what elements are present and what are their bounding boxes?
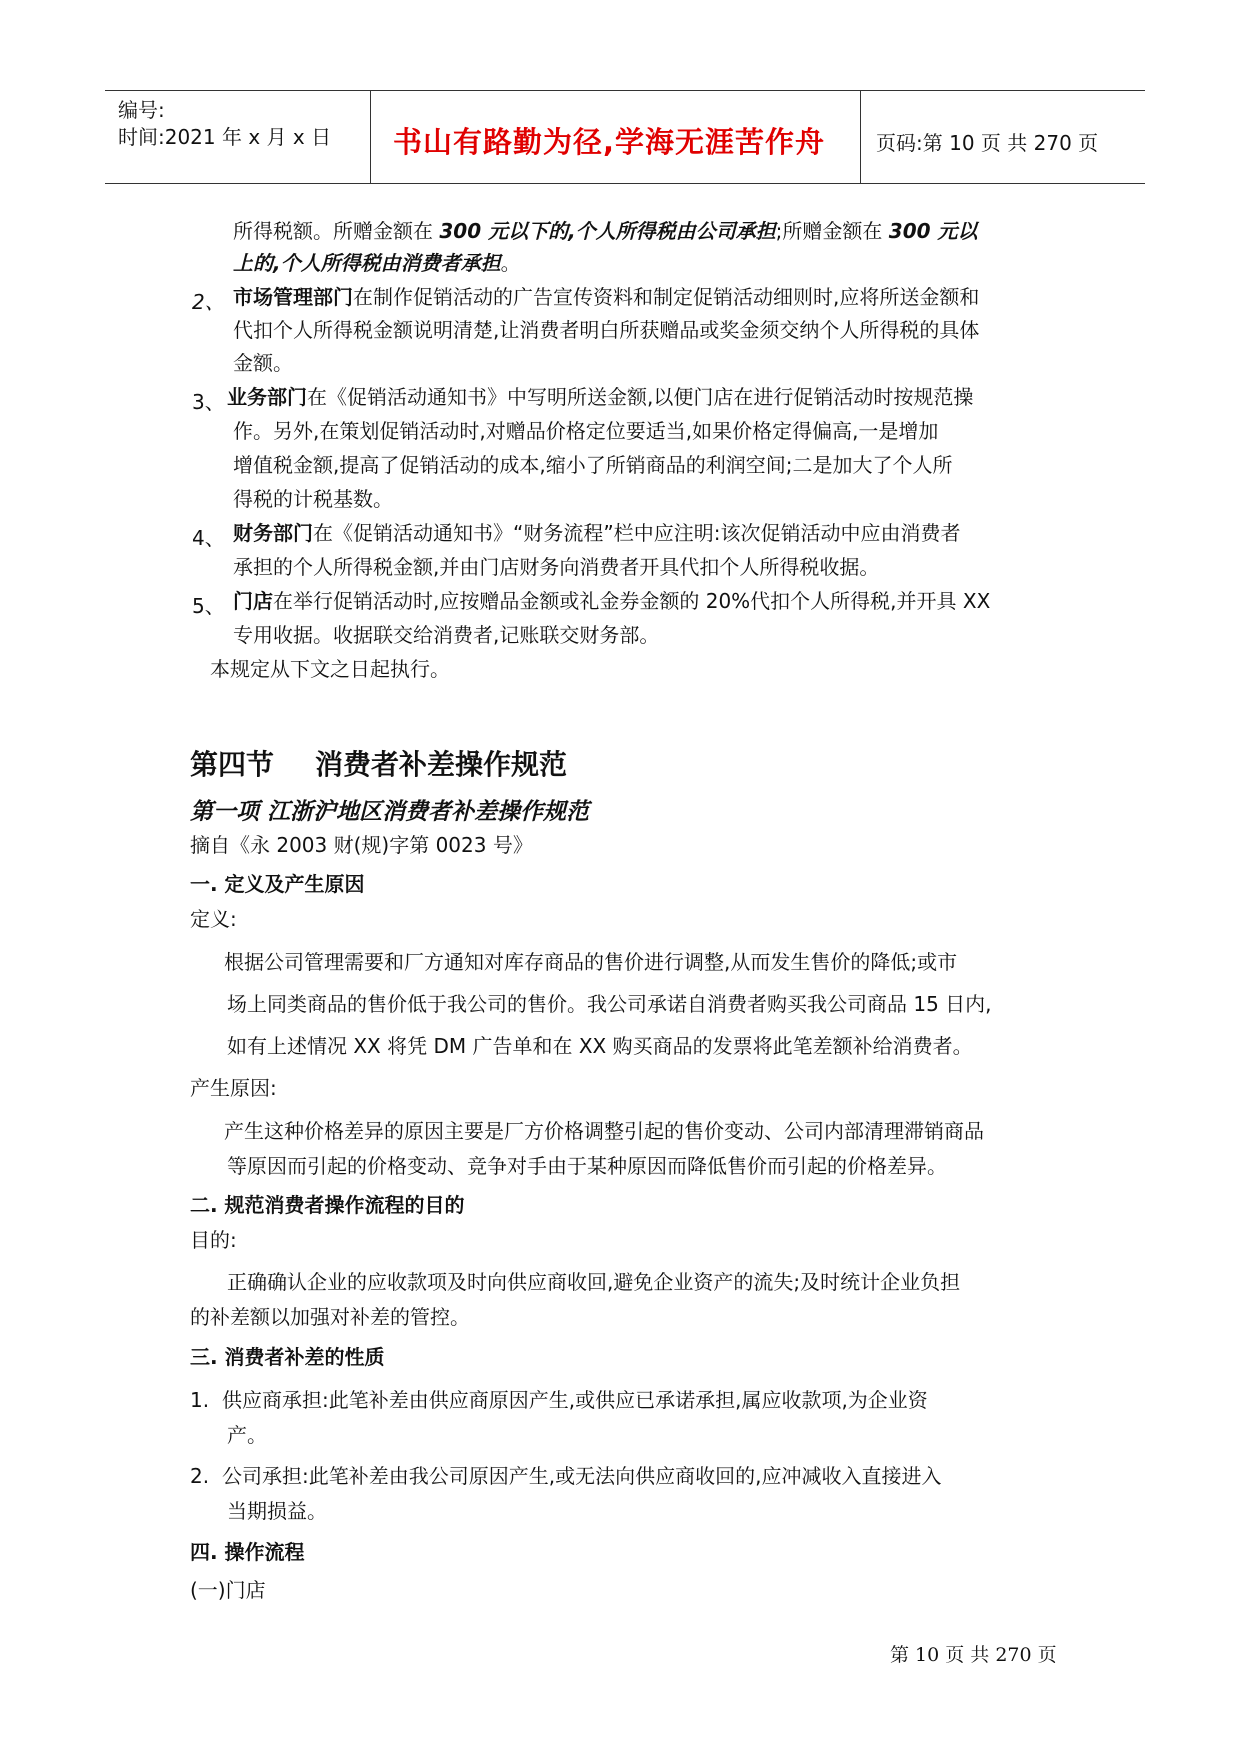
text-segment: 在《促销活动通知书》“财务流程”栏中应注明:该次促销活动中应由消费者 <box>313 521 961 545</box>
emphasis-text: 上的,个人所得税由消费者承担 <box>233 251 501 275</box>
supplier-burden-line-2: 产。 <box>227 1423 267 1447</box>
supplier-burden-line-1: 供应商承担:此笔补差由供应商原因产生,或供应已承诺承担,属应收款项,为企业资 <box>222 1388 928 1412</box>
subsection-title: 第一项 江浙沪地区消费者补差操作规范 <box>190 799 590 825</box>
document-source: 摘自《永 2003 财(规)字第 0023 号》 <box>190 833 533 857</box>
section-title: 消费者补差操作规范 <box>315 748 568 781</box>
list-item-3-line-1 <box>227 380 973 414</box>
text-segment: 。 <box>500 251 521 275</box>
list-item-number: 3、 <box>192 390 225 414</box>
text-segment: ;所赠金额在 <box>775 219 889 243</box>
cause-label: 产生原因: <box>190 1076 277 1100</box>
list-item-4-line-2: 承担的个人所得税金额,并由门店财务向消费者开具代扣个人所得税收据。 <box>233 555 880 579</box>
text-segment: 在制作促销活动的广告宣传资料和制定促销活动细则时,应将所送金额和 <box>353 285 980 309</box>
list-item-2-line-1 <box>233 280 979 314</box>
part-2-heading: 二. 规范消费者操作流程的目的 <box>190 1193 465 1217</box>
header-number-label: 编号: <box>118 98 165 122</box>
list-item-number: 4、 <box>192 526 225 550</box>
definition-line-2: 场上同类商品的售价低于我公司的售价。我公司承诺自消费者购买我公司商品 15 日内, <box>227 992 992 1016</box>
text-segment: 所得税额。所赠金额在 <box>233 219 440 243</box>
header-divider-right <box>860 90 861 184</box>
definition-label: 定义: <box>190 907 237 931</box>
header-motto: 书山有路勤为径,学海无涯苦作舟 <box>393 125 826 159</box>
list-item-3-line-2: 作。另外,在策划促销活动时,对赠品价格定位要适当,如果价格定得偏高,一是增加 <box>233 419 939 443</box>
part-1-heading: 一. 定义及产生原因 <box>190 872 365 896</box>
definition-line-3: 如有上述情况 XX 将凭 DM 广告单和在 XX 购买商品的发票将此笔差额补给消费者。 <box>227 1034 973 1058</box>
department-name: 财务部门 <box>233 521 313 545</box>
header-bottom-rule <box>105 183 1145 184</box>
list-item-3-line-3: 增值税金额,提高了促销活动的成本,缩小了所销商品的利润空间;二是加大了个人所 <box>233 453 953 477</box>
list-item-3-line-4: 得税的计税基数。 <box>233 487 393 511</box>
list-item-5-line-1 <box>233 584 990 618</box>
header-divider-left <box>370 90 371 184</box>
section-number: 第四节 <box>190 748 275 781</box>
header-top-rule <box>105 90 1145 91</box>
purpose-line-2: 的补差额以加强对补差的管控。 <box>190 1305 470 1329</box>
cause-line-2: 等原因而引起的价格变动、竞争对手由于某种原因而降低售价而引起的价格差异。 <box>227 1154 947 1178</box>
store-subheading: (一)门店 <box>190 1578 266 1602</box>
department-name: 业务部门 <box>227 385 307 409</box>
department-name: 市场管理部门 <box>233 285 353 309</box>
department-name: 门店 <box>233 589 273 613</box>
list-item-4-line-1 <box>233 516 960 550</box>
cause-line-1: 产生这种价格差异的原因主要是厂方价格调整引起的售价变动、公司内部清理滞销商品 <box>224 1119 984 1143</box>
part-3-heading: 三. 消费者补差的性质 <box>190 1345 385 1369</box>
emphasis-text: 300 元以 <box>888 219 978 243</box>
text-segment: 在举行促销活动时,应按赠品金额或礼金券金额的 20%代扣个人所得税,并开具 XX <box>273 589 991 613</box>
text-segment: 在《促销活动通知书》中写明所送金额,以便门店在进行促销活动时按规范操 <box>307 385 974 409</box>
company-burden-line-2: 当期损益。 <box>227 1499 327 1523</box>
list-item-number: 5、 <box>192 594 225 618</box>
list-item-2-line-2: 代扣个人所得税金额说明清楚,让消费者明白所获赠品或奖金须交纳个人所得税的具体 <box>233 318 980 342</box>
purpose-label: 目的: <box>190 1228 237 1252</box>
closing-statement: 本规定从下文之日起执行。 <box>210 657 450 681</box>
page-footer: 第 10 页 共 270 页 <box>890 1644 1057 1666</box>
purpose-line-1: 正确确认企业的应收款项及时向供应商收回,避免企业资产的流失;及时统计企业负担 <box>227 1270 961 1294</box>
definition-line-1: 根据公司管理需要和厂方通知对库存商品的售价进行调整,从而发生售价的降低;或市 <box>224 950 958 974</box>
list-item-number: 1. <box>190 1388 210 1412</box>
list-item-number: 2. <box>190 1464 210 1488</box>
list-item-number: 2、 <box>192 290 225 314</box>
header-time-label: 时间:2021 年 x 月 x 日 <box>118 125 332 149</box>
list-continuation-line-1 <box>233 214 978 248</box>
header-page-label: 页码:第 10 页 共 270 页 <box>876 131 1099 155</box>
company-burden-line-1: 公司承担:此笔补差由我公司原因产生,或无法向供应商收回的,应冲减收入直接进入 <box>222 1464 942 1488</box>
list-item-5-line-2: 专用收据。收据联交给消费者,记账联交财务部。 <box>233 623 660 647</box>
list-continuation-line-2 <box>233 246 521 280</box>
part-4-heading: 四. 操作流程 <box>190 1540 305 1564</box>
emphasis-text: 300 元以下的,个人所得税由公司承担 <box>439 219 776 243</box>
list-item-2-line-3: 金额。 <box>233 351 293 375</box>
